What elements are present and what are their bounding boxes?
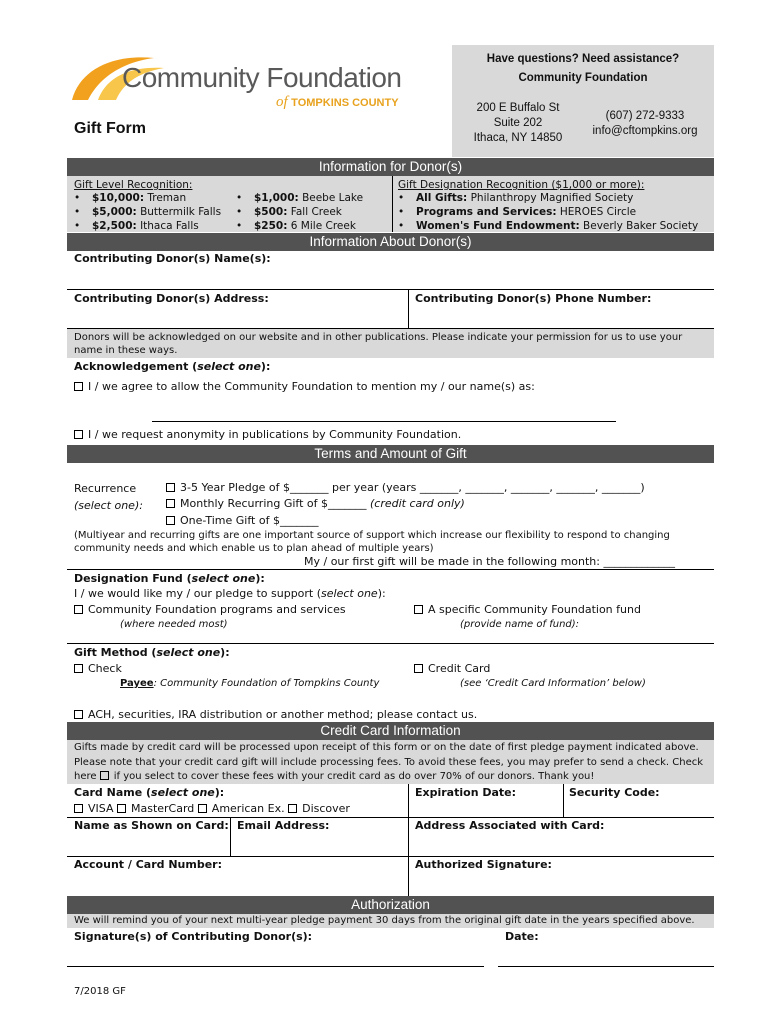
anon-checkbox[interactable]	[74, 430, 83, 439]
method-option-check[interactable]	[74, 662, 122, 675]
card-divider-5	[408, 856, 409, 896]
fund-intro-em: select one	[321, 587, 378, 600]
card-note-end: if you select to cover these fees with your credit card as do over 70% of our donors. Thank you!	[113, 771, 595, 782]
credit-label: Credit Card	[428, 662, 491, 675]
address-line-3: Ithaca, NY 14850	[473, 132, 563, 144]
card-divider-2	[563, 784, 564, 818]
monthly-checkbox[interactable]	[166, 499, 175, 508]
designation-title	[398, 178, 644, 192]
recurrence-opt-onetime[interactable]	[166, 514, 318, 527]
fund-title	[74, 572, 265, 585]
agree-name-field[interactable]	[152, 421, 616, 422]
fund-programs-note: (where needed most)	[120, 619, 228, 630]
ack-note: Donors will be acknowledged on our website and in other publications. Please indicate your permission for us to use your name in these ways.	[67, 329, 714, 358]
method-option-ach[interactable]	[74, 708, 477, 721]
fund-option-programs[interactable]	[74, 603, 346, 616]
card-type-options	[74, 802, 350, 815]
payee-label: Payee	[120, 678, 154, 689]
recurrence-text: Recurrence	[74, 482, 137, 495]
recurrence-opt-pledge[interactable]	[166, 481, 645, 494]
donor-names-label: Contributing Donor(s) Name(s):	[74, 252, 271, 265]
recurrence-opt-monthly[interactable]	[166, 497, 465, 510]
amex-label: American Ex.	[211, 802, 285, 815]
level-name: Beebe Lake	[302, 192, 364, 204]
donor-signature-field[interactable]	[67, 966, 484, 967]
agree-label: I / we agree to allow the Community Foundation to mention my / our name(s) as:	[88, 380, 535, 393]
donor-signature-label: Signature(s) of Contributing Donor(s):	[74, 930, 313, 943]
about-bar: Information About Donor(s)	[67, 233, 714, 251]
contact-heading: Have questions? Need assistance?	[486, 53, 680, 65]
ach-checkbox[interactable]	[74, 710, 83, 719]
page-title: Gift Form	[74, 120, 146, 137]
fund-programs-label: Community Foundation programs and services	[88, 603, 346, 616]
level-amount: $5,000:	[92, 206, 137, 218]
fund-title-end: ):	[255, 572, 265, 585]
logo-name: Community Foundation	[122, 62, 402, 93]
visa-label: VISA	[88, 802, 114, 815]
donor-info-bar: Information for Donor(s)	[67, 158, 714, 176]
address-line-1: 200 E Buffalo St	[476, 102, 560, 114]
cover-fees-checkbox[interactable]	[100, 771, 109, 780]
card-email-label: Email Address:	[237, 819, 330, 832]
fund-specific-checkbox[interactable]	[414, 605, 423, 614]
payee-line	[120, 678, 379, 689]
card-name-title-end: ):	[214, 786, 225, 799]
logo-sub-of: of	[276, 94, 288, 110]
logo-sub	[276, 94, 399, 111]
donor-phone-label: Contributing Donor(s) Phone Number:	[415, 292, 652, 305]
fund-intro-end: ):	[377, 587, 386, 600]
contact-phone: (607) 272-9333	[605, 110, 685, 122]
anon-label: I / we request anonymity in publications by Community Foundation.	[88, 428, 462, 441]
card-row-line-1	[67, 817, 714, 818]
ach-label: ACH, securities, IRA distribution or another method; please contact us.	[88, 708, 478, 721]
check-label: Check	[88, 662, 122, 675]
method-title	[74, 646, 230, 659]
level-item	[232, 191, 363, 205]
card-type-visa[interactable]	[74, 802, 113, 815]
designation-list	[394, 191, 698, 233]
level-title	[74, 178, 192, 192]
address-divider	[408, 289, 409, 329]
level-amount: $250:	[254, 220, 288, 232]
level-amount: $10,000:	[92, 192, 145, 204]
fund-intro	[74, 587, 386, 600]
authorized-signature-label: Authorized Signature:	[415, 858, 552, 871]
level-name: 6 Mile Creek	[290, 220, 356, 232]
pledge-label: 3-5 Year Pledge of $_______ per year (years _______, _______, _______, _______, _______)	[180, 481, 645, 494]
contact-box	[452, 45, 714, 157]
discover-checkbox[interactable]	[288, 804, 297, 813]
donor-names-field[interactable]	[67, 289, 714, 290]
levels-left	[70, 191, 221, 233]
recurrence-note: (Multiyear and recurring gifts are one important source of support which increase our flexibility to respond to changing community needs and which enable us to plan ahead of multiple years)	[74, 530, 670, 554]
level-item	[70, 205, 221, 219]
contact-org: Community Foundation	[518, 72, 648, 84]
card-name-title-text: Card Name (	[74, 786, 152, 799]
designation-item	[394, 219, 698, 233]
card-address-label: Address Associated with Card:	[415, 819, 605, 832]
card-bar: Credit Card Information	[67, 722, 714, 740]
level-item	[232, 205, 363, 219]
levels-right	[232, 191, 363, 233]
pledge-checkbox[interactable]	[166, 483, 175, 492]
terms-bar: Terms and Amount of Gift	[67, 445, 714, 463]
fund-title-text: Designation Fund (	[74, 572, 192, 585]
designation-label: All Gifts:	[416, 192, 468, 204]
level-item	[70, 219, 221, 233]
card-note	[67, 740, 714, 784]
level-title-text: Gift Level Recognition:	[74, 179, 193, 191]
designation-text: HEROES Circle	[559, 206, 637, 218]
designation-title-text: Gift Designation Recognition ($1,000 or more):	[398, 179, 645, 191]
address-line-2: Suite 202	[493, 117, 543, 129]
method-option-credit[interactable]	[414, 662, 490, 675]
donor-info-divider	[392, 176, 393, 232]
fund-specific-note: (provide name of fund):	[460, 619, 580, 630]
auth-note: We will remind you of your next multi-year pledge payment 30 days from the original gift date in the years specified above.	[67, 914, 714, 928]
mastercard-checkbox[interactable]	[117, 804, 126, 813]
monthly-label: Monthly Recurring Gift of $_______	[180, 497, 370, 510]
method-title-text: Gift Method (	[74, 646, 157, 659]
designation-text: Philanthropy Magnified Society	[470, 192, 634, 204]
card-row-line-2	[67, 856, 714, 857]
fund-title-em: select one	[191, 572, 256, 585]
agree-option[interactable]	[74, 380, 535, 393]
card-type-discover[interactable]	[288, 802, 350, 815]
ack-title-end: ):	[260, 360, 271, 373]
card-name-title	[74, 786, 224, 799]
auth-bar: Authorization	[67, 896, 714, 914]
onetime-checkbox[interactable]	[166, 516, 175, 525]
level-amount: $500:	[254, 206, 288, 218]
designation-label: Women's Fund Endowment:	[416, 220, 580, 232]
designation-text: Beverly Baker Society	[583, 220, 699, 232]
card-divider-4	[408, 817, 409, 857]
level-name: Treman	[147, 192, 187, 204]
credit-checkbox[interactable]	[414, 664, 423, 673]
method-title-em: select one	[156, 646, 221, 659]
method-title-end: ):	[220, 646, 230, 659]
level-item	[232, 219, 363, 233]
footer-code: 7/2018 GF	[74, 986, 126, 997]
donor-address-label: Contributing Donor(s) Address:	[74, 292, 269, 305]
account-number-label: Account / Card Number:	[74, 858, 222, 871]
fund-option-specific[interactable]	[414, 603, 641, 616]
monthly-note: (credit card only)	[370, 497, 465, 510]
fund-programs-checkbox[interactable]	[74, 605, 83, 614]
recurrence-select-one: (select one):	[74, 499, 143, 512]
credit-note: (see ‘Credit Card Information’ below)	[460, 678, 646, 689]
security-label: Security Code:	[569, 786, 660, 799]
recurrence-label	[74, 480, 143, 514]
check-checkbox[interactable]	[74, 664, 83, 673]
logo-sub-text: TOMPKINS COUNTY	[291, 97, 399, 109]
card-name-title-em: select one	[151, 786, 215, 799]
expiration-label: Expiration Date:	[415, 786, 517, 799]
date-label: Date:	[505, 930, 539, 943]
designation-label: Programs and Services:	[416, 206, 557, 218]
agree-checkbox[interactable]	[74, 382, 83, 391]
fund-divider	[67, 643, 714, 644]
level-name: Fall Creek	[290, 206, 342, 218]
payee-text: : Community Foundation of Tompkins County	[153, 678, 380, 689]
level-amount: $2,500:	[92, 220, 137, 232]
amex-checkbox[interactable]	[198, 804, 207, 813]
fund-specific-label: A specific Community Foundation fund	[428, 603, 641, 616]
ack-title-em: select one	[197, 360, 261, 373]
first-gift-divider	[67, 569, 714, 570]
fund-intro-text: I / we would like my / our pledge to support (	[74, 587, 322, 600]
discover-label: Discover	[302, 802, 350, 815]
card-type-mastercard[interactable]	[117, 802, 194, 815]
card-type-amex[interactable]	[198, 802, 285, 815]
level-item	[70, 191, 221, 205]
date-field[interactable]	[498, 966, 714, 967]
name-on-card-label: Name as Shown on Card:	[74, 819, 229, 832]
card-divider-3	[230, 817, 231, 857]
mastercard-label: MasterCard	[130, 802, 195, 815]
ack-title-text: Acknowledgement (	[74, 360, 198, 373]
first-gift-month[interactable]: My / our first gift will be made in the following month: _____________	[304, 555, 675, 568]
contact-address	[458, 101, 578, 146]
card-divider-1	[408, 784, 409, 818]
card-note-text: Gifts made by credit card will be processed upon receipt of this form or on the date of first pledge payment indicated above. Please note that your credit card gift will include processing fees. To avoid these fees, you may prefer to send a check. Check here	[74, 742, 704, 782]
level-amount: $1,000:	[254, 192, 299, 204]
designation-item	[394, 205, 698, 219]
anon-option[interactable]	[74, 428, 461, 441]
contact-phone-email	[580, 109, 710, 139]
logo	[68, 48, 423, 118]
ack-title	[74, 360, 270, 373]
level-name: Buttermilk Falls	[140, 206, 222, 218]
level-name: Ithaca Falls	[140, 220, 199, 232]
contact-email[interactable]: info@cftompkins.org	[592, 125, 698, 137]
onetime-label: One-Time Gift of $_______	[180, 514, 319, 527]
visa-checkbox[interactable]	[74, 804, 83, 813]
designation-item	[394, 191, 698, 205]
